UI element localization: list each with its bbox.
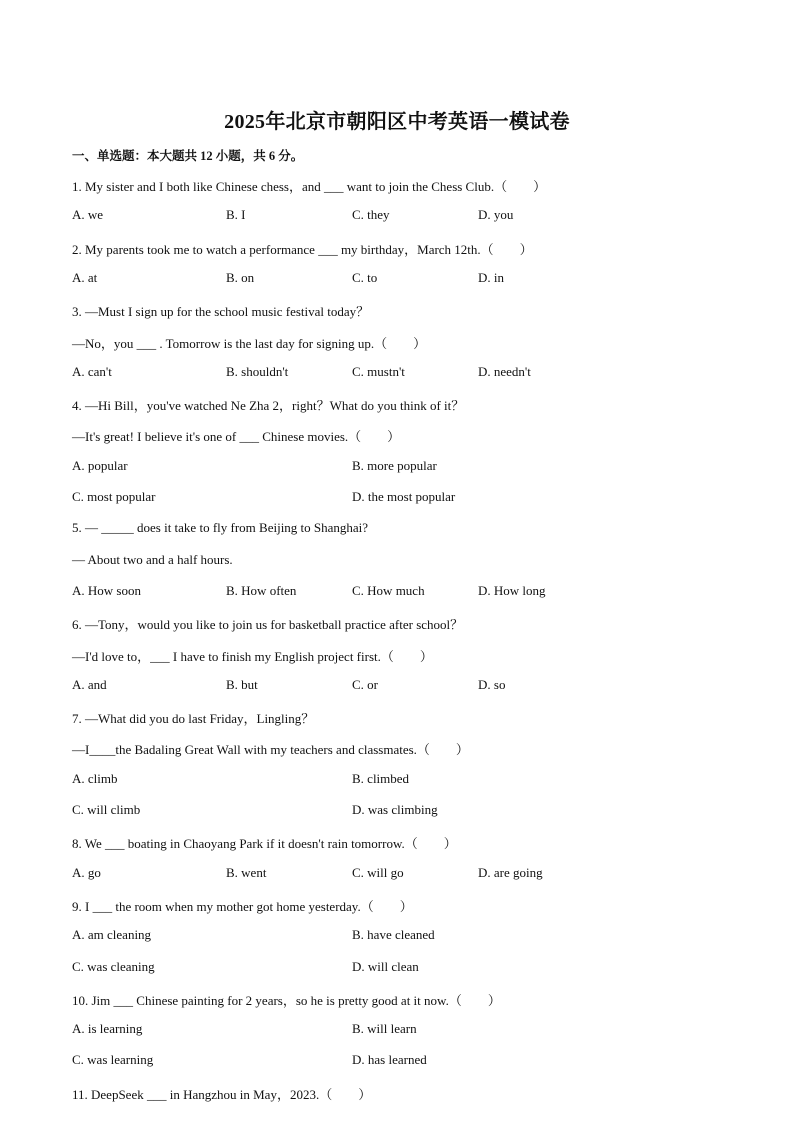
answer-option: D. so	[478, 676, 506, 692]
question-stem: 8. We ___ boating in Chaoyang Park if it doesn't rain tomorrow.（ ）	[72, 836, 457, 852]
answer-option: A. am cleaning	[72, 927, 152, 943]
answer-option: B. climbed	[352, 770, 410, 786]
question-stem: 1. My sister and I both like Chinese chess，and ___ want to join the Chess Club.（ ）	[72, 179, 547, 194]
question-stem: 9. I ___ the room when my mother got home yesterday.（ ）	[72, 898, 413, 914]
answer-option: B. How often	[226, 582, 297, 598]
answer-option: B. but	[226, 676, 258, 692]
question-stem: 2. My parents took me to watch a performance ___ my birthday，March 12th.（ ）	[72, 241, 533, 257]
section-header: 一、单选题：本大题共 12 小题，共 6 分。	[72, 149, 304, 163]
answer-option: B. on	[226, 269, 255, 285]
answer-option: A. is learning	[72, 1021, 143, 1037]
answer-option: C. most popular	[72, 489, 156, 504]
answer-option: D. are going	[478, 864, 543, 880]
question-stem: 7. —What did you do last Friday，Lingling？	[72, 711, 315, 727]
answer-option: A. popular	[72, 457, 128, 473]
answer-option: B. shouldn't	[226, 363, 289, 379]
answer-option: D. in	[478, 269, 504, 285]
answer-option: C. How much	[352, 582, 425, 598]
answer-option: A. climb	[72, 770, 118, 786]
question-stem: 10. Jim ___ Chinese painting for 2 years，so he is pretty good at it now.（ ）	[72, 992, 501, 1008]
answer-option: A. go	[72, 864, 101, 880]
answer-option: B. will learn	[352, 1021, 417, 1037]
answer-option: D. will clean	[352, 958, 419, 974]
question-dialogue-line: —No，you ___ . Tomorrow is the last day for signing up.（ ）	[72, 335, 427, 351]
answer-option: D. was climbing	[352, 802, 438, 817]
question-stem: 4. —Hi Bill，you've watched Ne Zha 2，right？What do you think of it？	[72, 398, 465, 414]
answer-option: C. they	[352, 207, 390, 223]
question-stem: 6. —Tony，would you like to join us for basketball practice after school？	[72, 617, 464, 633]
answer-option: A. can't	[72, 363, 112, 379]
question-stem: 5. — _____ does it take to fly from Beijing to Shanghai?	[72, 520, 369, 536]
answer-option: B. I	[226, 207, 246, 223]
answer-option: C. to	[352, 269, 378, 285]
question-dialogue-line: — About two and a half hours.	[72, 551, 233, 567]
answer-option: C. was cleaning	[72, 958, 155, 974]
answer-option: B. more popular	[352, 457, 437, 473]
question-dialogue-line: —I'd love to，___ I have to finish my English project first.（ ）	[72, 648, 433, 664]
answer-option: C. mustn't	[352, 363, 405, 379]
page-title: 2025年北京市朝阳区中考英语一模试卷	[224, 111, 570, 133]
answer-option: C. will climb	[72, 802, 141, 817]
answer-option: A. at	[72, 269, 98, 285]
answer-option: A. How soon	[72, 582, 141, 598]
answer-option: A. and	[72, 676, 107, 692]
answer-option: C. will go	[352, 864, 404, 880]
answer-option: D. How long	[478, 582, 546, 598]
answer-option: D. the most popular	[352, 489, 456, 504]
answer-option: D. needn't	[478, 363, 531, 379]
answer-option: D. you	[478, 207, 514, 223]
answer-option: C. or	[352, 676, 378, 692]
question-stem: 11. DeepSeek ___ in Hangzhou in May，2023.（ ）	[72, 1086, 372, 1102]
answer-option: A. we	[72, 207, 104, 223]
answer-option: C. was learning	[72, 1052, 154, 1068]
question-dialogue-line: —I____the Badaling Great Wall with my teachers and classmates.（ ）	[72, 742, 469, 758]
answer-option: B. went	[226, 864, 267, 880]
question-stem: 3. —Must I sign up for the school music festival today？	[72, 304, 370, 320]
answer-option: D. has learned	[352, 1052, 427, 1068]
question-dialogue-line: —It's great! I believe it's one of ___ Chinese movies.（ ）	[72, 429, 401, 445]
answer-option: B. have cleaned	[352, 927, 435, 943]
